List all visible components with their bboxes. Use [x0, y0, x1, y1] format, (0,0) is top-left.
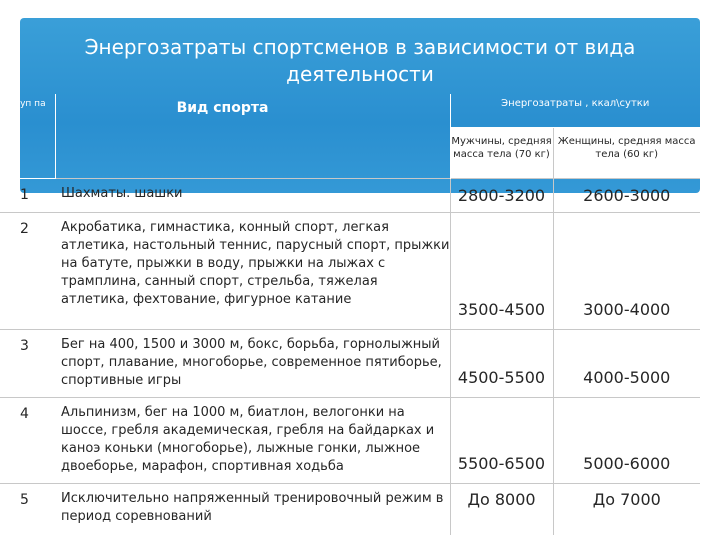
- men-header: Мужчины, средняя масса тела (70 кг): [450, 127, 553, 178]
- table-row: [0, 483, 700, 535]
- group-number: 1: [0, 178, 55, 212]
- group-number: 4: [0, 397, 55, 483]
- sport-list: Исключительно напряженный тренировочный режим в период соревнований: [55, 483, 450, 535]
- women-header: Женщины, средняя масса тела (60 кг): [553, 127, 700, 178]
- women-energy: 5000-6000: [553, 397, 700, 483]
- men-energy: До 8000: [450, 483, 553, 535]
- men-energy: 4500-5500: [450, 329, 553, 397]
- energy-header: Энергозатраты , ккал\сутки: [450, 94, 700, 127]
- women-energy: 3000-4000: [553, 212, 700, 329]
- group-number: 2: [0, 212, 55, 329]
- men-energy: 2800-3200: [450, 178, 553, 212]
- energy-table: [0, 94, 700, 535]
- sport-header: Вид спорта: [55, 94, 450, 178]
- sport-list: Акробатика, гимнастика, конный спорт, легкая атлетика, настольный теннис, парусный спорт, прыжки на батуте, прыжки в воду, прыжки на лыжах с трамплина, санный спорт, стрельба, тяжелая атлетика, фехтование, фигурное катание: [55, 212, 450, 329]
- group-number: 3: [0, 329, 55, 397]
- table-row: [0, 397, 700, 483]
- table-row: [0, 329, 700, 397]
- women-energy: 2600-3000: [553, 178, 700, 212]
- group-number: 5: [0, 483, 55, 535]
- table-row: [0, 178, 700, 212]
- sport-list: Шахматы. шашки: [55, 178, 450, 212]
- men-energy: 5500-6500: [450, 397, 553, 483]
- men-energy: 3500-4500: [450, 212, 553, 329]
- sport-list: Бег на 400, 1500 и 3000 м, бокс, борьба, горнолыжный спорт, плавание, многоборье, современное пятиборье, спортивные игры: [55, 329, 450, 397]
- sport-list: Альпинизм, бег на 1000 м, биатлон, велогонки на шоссе, гребля академическая, гребля на байдарках и каноэ коньки (многоборье), лыжные гонки, лыжное двоеборье, марафон, спортивная ходьба: [55, 397, 450, 483]
- group-header: Груп па: [0, 94, 55, 178]
- table-row: [0, 212, 700, 329]
- women-energy: До 7000: [553, 483, 700, 535]
- page-title: Энергозатраты спортсменов в зависимости от вида деятельности: [84, 35, 636, 86]
- women-energy: 4000-5000: [553, 329, 700, 397]
